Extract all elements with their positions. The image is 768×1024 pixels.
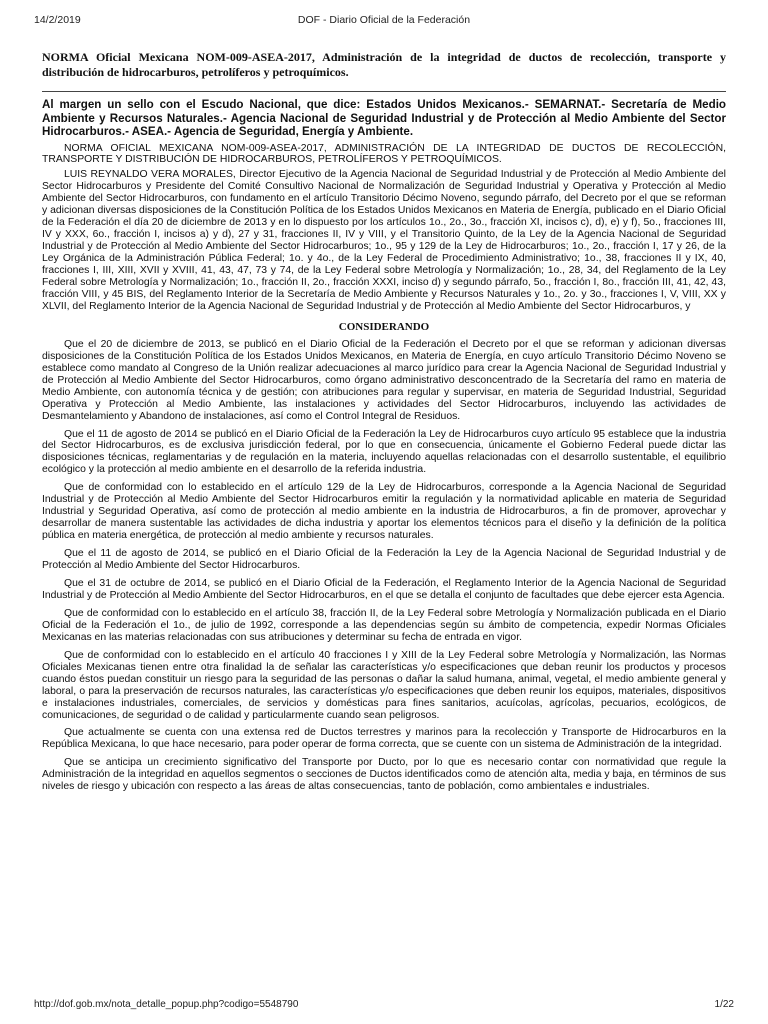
considerando-paragraph: Que de conformidad con lo establecido en el artículo 40 fracciones I y XIII de la Ley Federal sobre Metrología y Normalización, las Normas Oficiales Mexicanas tienen entre otra finalidad la de señalar las características y/o especificaciones que deban reunir los productos y procesos cuando éstos puedan constituir un riesgo para la seguridad de las personas o dañar la salud humana, animal, vegetal, el medio ambiente general y laboral, o para la preservación de recursos naturales, las características y/o especificaciones que deben reunir los equipos, materiales, dispositivos e instalaciones industriales, comerciales, de servicios y domésticas para fines sanitarios, acuícolas, agrícolas, pecuarios, ecológicos, de comunicaciones, de seguridad o de calidad y particularmente cuando sean peligrosos. xyxy=(42,649,726,721)
considerando-paragraph: Que el 11 de agosto de 2014 se publicó en el Diario Oficial de la Federación la Ley de Hidrocarburos cuyo artículo 95 establece que la industria del Sector Hidrocarburos, es de exclusiva jurisdicción federal, por lo que en consecuencia, únicamente el Gobierno Federal puede dictar las disposiciones técnicas, reglamentarias y de regulación en la materia, incluyendo aquellas relacionadas con el desarrollo sustentable, el equilibrio ecológico y la protección al medio ambiente en el desarrollo de la referida industria. xyxy=(42,428,726,476)
page-number: 1/22 xyxy=(714,999,734,1010)
considerando-paragraph: Que actualmente se cuenta con una extensa red de Ductos terrestres y marinos para la recolección y Transporte de Hidrocarburos en la República Mexicana, lo que hace necesario, para poder operar de forma correcta, que se cuente con un sistema de Administración de la integridad. xyxy=(42,727,726,751)
considerando-paragraph: Que de conformidad con lo establecido en el artículo 38, fracción II, de la Ley Federal sobre Metrología y Normalización publicada en el Diario Oficial de la Federación el 1o., de julio de 1992, corresponde a las dependencias según su ámbito de competencia, expedir Normas Oficiales Mexicanas en las materias relacionadas con sus atribuciones y determinar su fecha de entrada en vigor. xyxy=(42,607,726,643)
print-header xyxy=(34,14,734,26)
site-title: DOF - Diario Oficial de la Federación xyxy=(297,14,471,26)
title-divider xyxy=(42,91,726,92)
section-heading: CONSIDERANDO xyxy=(338,320,430,333)
considerando-paragraph: Que el 20 de diciembre de 2013, se publicó en el Diario Oficial de la Federación el Decreto por el que se reforman y adicionan diversas disposiciones de la Constitución Política de los Estados Unidos Mexicanos, en Materia de Energía, en cuyo artículo Transitorio Décimo Noveno se establece como mandato al Congreso de la Unión realizar adecuaciones al marco jurídico para crear la Agencia Nacional de Seguridad Industrial y de Protección al Medio Ambiente del Sector Hidrocarburos, como órgano administrativo desconcentrado de la Secretaría del ramo en materia de Medio Ambiente, con autonomía técnica y de gestión; con atribuciones para regular y supervisar, en materia de Seguridad Industrial, Seguridad Operativa y Protección al Medio Ambiente, las instalaciones y actividades del Sector Hidrocarburos, incluyendo las actividades de Desmantelamiento y Abandono de instalaciones, así como el Control Integral de Residuos. xyxy=(42,338,726,422)
document-title: NORMA Oficial Mexicana NOM-009-ASEA-2017, Administración de la integridad de ductos de recolección, transporte y distribución de hidrocarburos, petrolíferos y petroquímicos. xyxy=(42,50,726,79)
print-date: 14/2/2019 xyxy=(34,14,81,26)
considerando-paragraph: Que el 31 de octubre de 2014, se publicó en el Diario Oficial de la Federación, el Reglamento Interior de la Agencia Nacional de Seguridad Industrial y de Protección al Medio Ambiente del Sector Hidrocarburos, en el que se detalla el conjunto de facultades que debe ejercer esta Agencia. xyxy=(42,578,726,601)
considerando-paragraph: Que el 11 de agosto de 2014, se publicó en el Diario Oficial de la Federación la Ley de la Agencia Nacional de Seguridad Industrial y de Protección al Medio Ambiente del Sector Hidrocarburos. xyxy=(42,548,726,572)
considerando-paragraph: Que se anticipa un crecimiento significativo del Transporte por Ducto, por lo que es necesario contar con normatividad que regule la Administración de la integridad en aquellos segmentos o secciones de Ductos identificados como de atención alta, media y baja, en términos de sus niveles de riesgo y ubicación con respecto a las áreas de altas consecuencias, tanto de población, como ambientales e industriales. xyxy=(42,757,726,793)
considerando-paragraph: Que de conformidad con lo establecido en el artículo 129 de la Ley de Hidrocarburos, corresponde a la Agencia Nacional de Seguridad Industrial y de Protección al Medio Ambiente del Sector Hidrocarburos emitir la regulación y la normatividad aplicable en materia de Seguridad Industrial y Seguridad Operativa, así como de protección al medio ambiente en la industria de Hidrocarburos, a fin de promover, aprovechar y desarrollar de manera sustentable las actividades de dicha industria y aportar los elementos técnicos para el diseño y la definición de la política pública en materia energética, de protección al medio ambiente y recursos naturales. xyxy=(42,482,726,542)
print-footer xyxy=(34,999,734,1010)
document-body xyxy=(42,50,726,799)
page-url: http://dof.gob.mx/nota_detalle_popup.php?codigo=5548790 xyxy=(34,999,299,1010)
seal-notice: Al margen un sello con el Escudo Nacional, que dice: Estados Unidos Mexicanos.- SEMARNAT.- Secretaría de Medio Ambiente y Recursos Naturales.- Agencia Nacional de Seguridad Industrial y de Protección al Medio Ambiente del Sector Hidrocarburos.- ASEA.- Agencia de Seguridad, Energía y Ambiente. xyxy=(42,98,726,138)
caps-title: NORMA OFICIAL MEXICANA NOM-009-ASEA-2017, ADMINISTRACIÓN DE LA INTEGRIDAD DE DUCTOS DE RECOLECCIÓN, TRANSPORTE Y DISTRIBUCIÓN DE HIDROCARBUROS, PETROLÍFEROS Y PETROQUÍMICOS. xyxy=(42,142,726,166)
intro-paragraph: LUIS REYNALDO VERA MORALES, Director Ejecutivo de la Agencia Nacional de Seguridad Industrial y de Protección al Medio Ambiente del Sector Hidrocarburos y Presidente del Comité Consultivo Nacional de Normalización de Seguridad Industrial y Operativa y Protección al Medio Ambiente del Sector Hidrocarburos, con fundamento en el artículo Transitorio Décimo Noveno, segundo párrafo, del Decreto por el que se reforman y adicionan diversas disposiciones de la Constitución Política de los Estados Unidos Mexicanos en Materia de Energía, publicado en el Diario Oficial de la Federación el día 20 de diciembre de 2013 y en lo dispuesto por los artículos 1o., 2o., 3o., fracción XI, incisos c), d), e) y f), 5o., fracciones III, IV y XXX, 6o., fracción I, incisos a) y d), 27 y 31, fracciones II, IV y VIII, y el Transitorio Quinto, de la Ley de la Agencia Nacional de Seguridad Industrial y de Protección al Medio Ambiente del Sector Hidrocarburos; 1o., 95 y 129 de la Ley de Hidrocarburos; 1o., 2o., fracción I, 17 y 26, de la Ley Orgánica de la Administración Pública Federal; 1o. y 4o., de la Ley Federal de Procedimiento Administrativo; 1o., 38, fracciones II y IX, 40, fracciones I, III, XIII, XVII y XVIII, 41, 43, 47, 73 y 74, de la Ley Federal sobre Metrología y Normalización; 1o., 28, 34, del Reglamento de la Ley Federal sobre Metrología y Normalización; 1o., fracción II, 2o., fracción XXXI, inciso d) y segundo párrafo, 5o., fracción I, 8o., fracción III, 41, 42, 43, fracción VIII, y 45 BIS, del Reglamento Interior de la Secretaría de Medio Ambiente y Recursos Naturales y 1o., 2o. y 3o., fracciones I, V, VIII, XX y XLVII, del Reglamento Interior de la Agencia Nacional de Seguridad Industrial y de Protección al Medio Ambiente del Sector Hidrocarburos, y xyxy=(42,169,726,312)
